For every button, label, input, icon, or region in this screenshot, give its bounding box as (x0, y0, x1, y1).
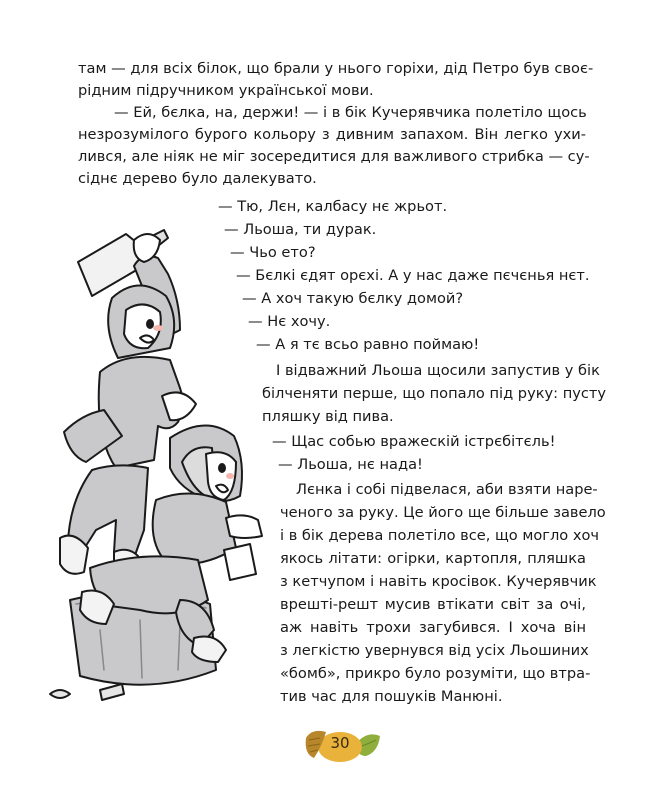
dialogue-line: — Нє хочу. (248, 313, 331, 330)
text-line: там — для всіх білок, що брали у нього горіхи, дід Петро був своє- (78, 60, 594, 77)
text-line: — Ей, бєлка, на, держи! — і в бік Кучерявчика полетіло щось (114, 104, 587, 121)
text-line: пляшку від пива. (262, 408, 394, 425)
dialogue-line: — Щас собью вражескій істрєбітєль! (272, 433, 556, 450)
text-line: врешті-решт мусив втікати світ за очі, (280, 596, 586, 613)
dialogue-line: — А хоч такую бєлку домой? (242, 290, 464, 307)
text-line: лився, але ніяк не міг зосередитися для важливого стрибка — су- (78, 148, 590, 165)
text-line: аж навіть трохи загубився. І хоча він (280, 619, 586, 636)
page-number: 30 (330, 734, 350, 752)
dialogue-line: — А я тє всьо равно поймаю! (256, 336, 480, 353)
text-line: рідним підручником української мови. (78, 82, 374, 99)
dialogue-line: — Бєлкі єдят орєхі. А у нас даже пєчєнья нєт. (236, 267, 590, 284)
text-line: якось літати: огірки, картопля, пляшка (280, 550, 586, 567)
dialogue-line: — Льоша, нє нада! (278, 456, 423, 473)
dialogue-line: — Чьо ето? (230, 244, 316, 261)
dialogue-line: — Льоша, ти дурак. (224, 221, 377, 238)
text-line: «бомб», прикро було розуміти, що втра- (280, 665, 591, 682)
text-line: білченяти перше, що попало під руку: пусту (262, 385, 607, 402)
illustration-teenagers (30, 200, 280, 730)
text-line: незрозумілого бурого кольору з дивним запахом. Він легко ухи- (78, 126, 586, 143)
text-line: ченого за руку. Це його ще більше завело (280, 504, 606, 521)
text-line: Лєнка і собі підвелася, аби взяти наре- (296, 481, 598, 498)
dialogue-line: — Тю, Лєн, калбасу нє жрьот. (218, 198, 448, 215)
text-line: і в бік дерева полетіло все, що могло хоч (280, 527, 600, 544)
text-line: тив час для пошуків Манюні. (280, 688, 503, 705)
text-line: з легкістю увернувся від усіх Льошиних (280, 642, 589, 659)
text-line: з кетчупом і навіть кросівок. Кучерявчик (280, 573, 597, 590)
text-line: сіднє дерево було далекувато. (78, 170, 317, 187)
text-line: І відважний Льоша щосили запустив у бік (276, 362, 600, 379)
